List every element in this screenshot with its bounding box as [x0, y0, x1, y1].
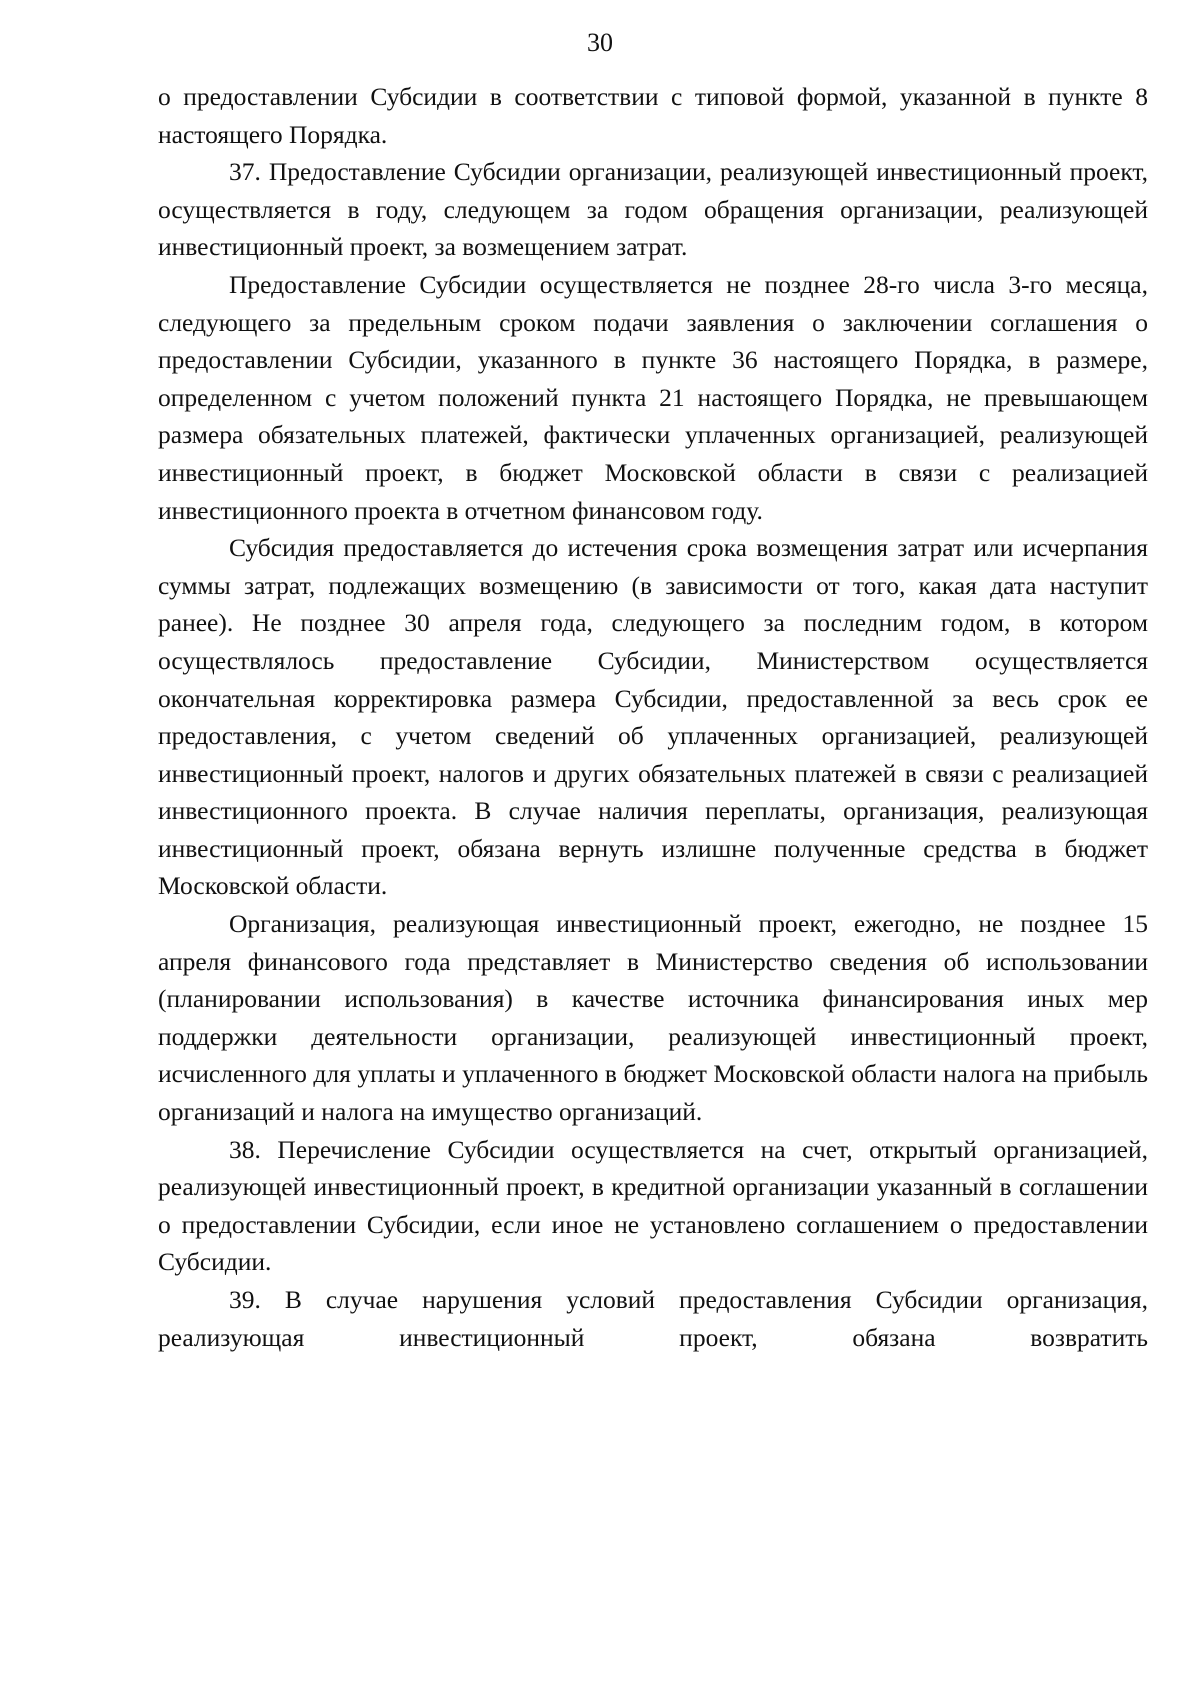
paragraph-subsidy-adjustment: Субсидия предоставляется до истечения срока возмещения затрат или исчерпания суммы затрат, подлежащих возмещению (в зависимости от того, какая дата наступит ранее). Не позднее 30 апреля года, следующего за последним годом, в котором осуществлялось предоставление Субсидии, Министерством осуществляется окончательная корректировка размера Субсидии, предоставленной за весь срок ее предоставления, с учетом сведений об уплаченных организацией, реализующей инвестиционный проект, налогов и других обязательных платежей в связи с реализацией инвестиционного проекта. В случае наличия переплаты, организация, реализующая инвестиционный проект, обязана вернуть излишне полученные средства в бюджет Московской области.: [158, 533, 1148, 901]
paragraph-clause-39: 39. В случае нарушения условий предоставления Субсидии организация, реализующая инвестиционный проект, обязана возвратить: [158, 1285, 1148, 1352]
page-number: 30: [587, 28, 613, 57]
paragraph-clause-37: 37. Предоставление Субсидии организации, реализующей инвестиционный проект, осуществляется в году, следующем за годом обращения организации, реализующей инвестиционный проект, за возмещением затрат.: [158, 157, 1148, 262]
document-body: [158, 78, 1148, 1356]
paragraph-clause-38: 38. Перечисление Субсидии осуществляется на счет, открытый организацией, реализующей инвестиционный проект, в кредитной организации указанный в соглашении о предоставлении Субсидии, если иное не установлено соглашением о предоставлении Субсидии.: [158, 1134, 1148, 1277]
paragraph-continuation: о предоставлении Субсидии в соответствии с типовой формой, указанной в пункте 8 настоящего Порядка.: [158, 82, 1148, 149]
paragraph-subsidy-deadline: Предоставление Субсидии осуществляется не позднее 28-го числа 3-го месяца, следующего за предельным сроком подачи заявления о заключении соглашения о предоставлении Субсидии, указанного в пункте 36 настоящего Порядка, в размере, определенном с учетом положений пункта 21 настоящего Порядка, не превышающем размера обязательных платежей, фактически уплаченных организацией, реализующей инвестиционный проект, в бюджет Московской области в связи с реализацией инвестиционного проекта в отчетном финансовом году.: [158, 269, 1148, 525]
paragraph-annual-report: Организация, реализующая инвестиционный проект, ежегодно, не позднее 15 апреля финансового года представляет в Министерство сведения об использовании (планировании использования) в качестве источника финансирования иных мер поддержки деятельности организации, реализующей инвестиционный проект, исчисленного для уплаты и уплаченного в бюджет Московской области налога на прибыль организаций и налога на имущество организаций.: [158, 909, 1148, 1127]
